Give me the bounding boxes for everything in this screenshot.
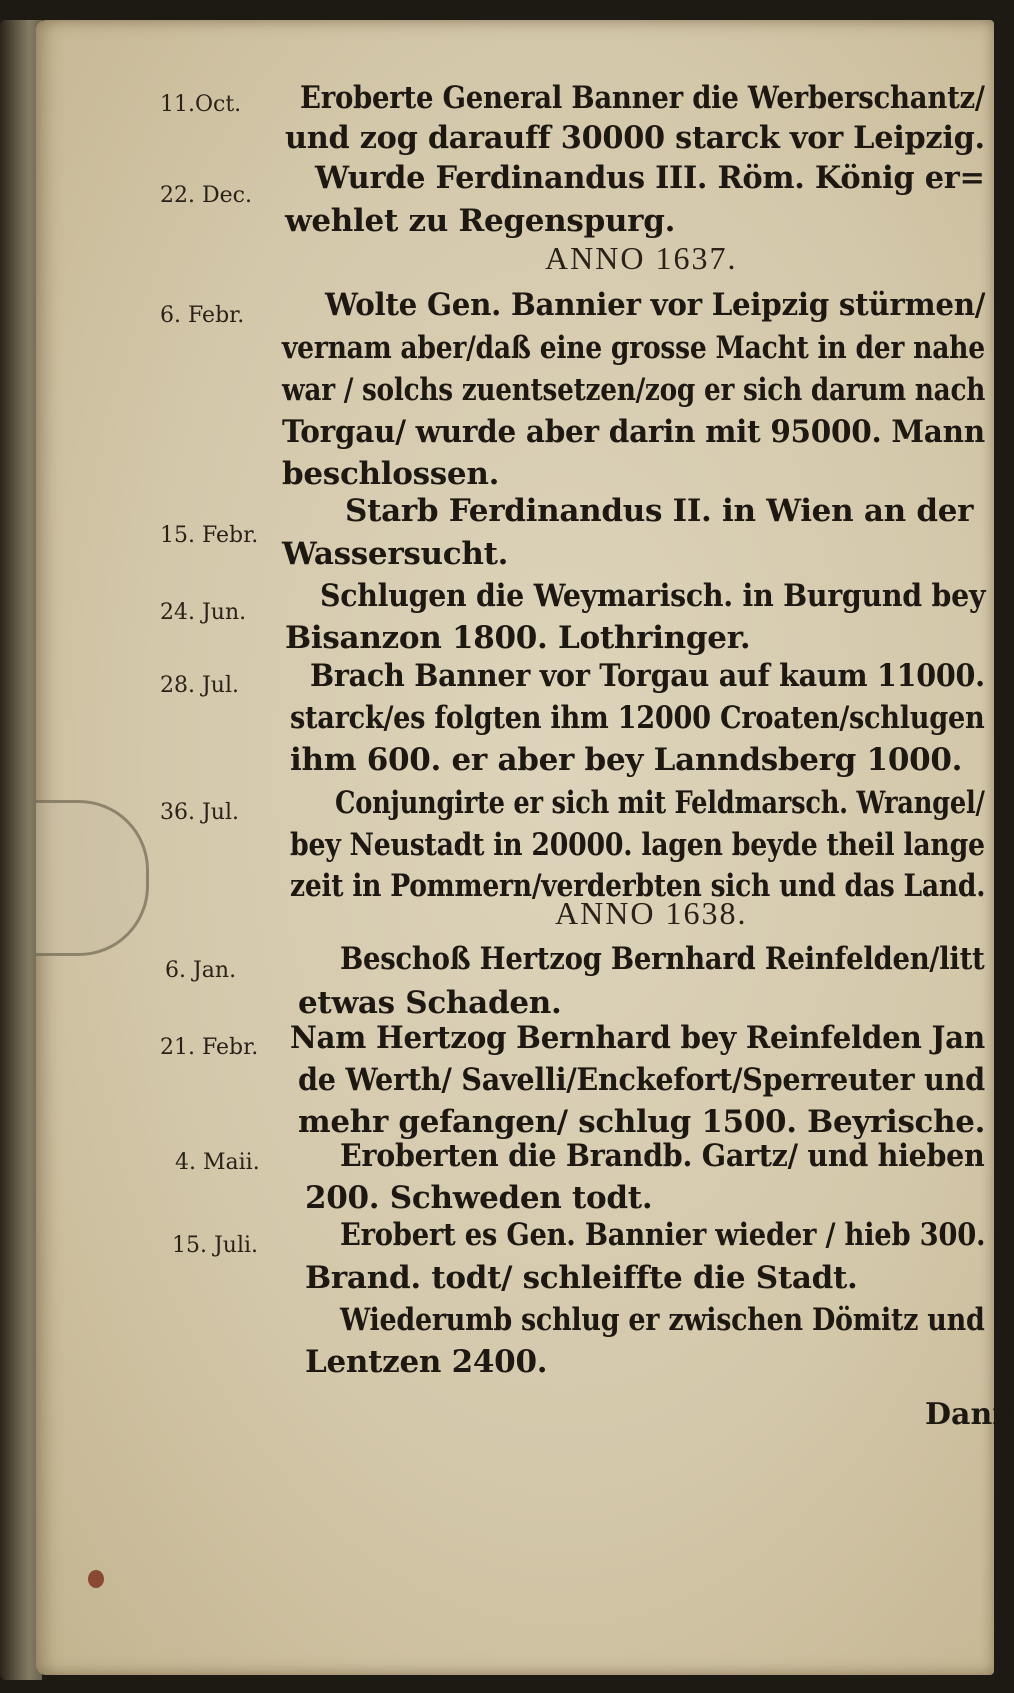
- entry-line: starck/es folgten ihm 12000 Croaten/schlugen: [290, 700, 985, 736]
- entry-line: Torgau/ wurde aber darin mit 95000. Mann: [282, 414, 985, 450]
- entry-date: 15. Juli.: [172, 1233, 259, 1258]
- entry-line: beschlossen.: [282, 456, 500, 492]
- entry-date: 36. Jul.: [160, 800, 239, 825]
- entry-date: 21. Febr.: [160, 1035, 259, 1060]
- entry-line: bey Neustadt in 20000. lagen beyde theil lange: [290, 827, 985, 863]
- entry-line: etwas Schaden.: [298, 985, 562, 1021]
- entry-line: 200. Schweden todt.: [305, 1180, 653, 1216]
- entry-line: Brand. todt/ schleiffte die Stadt.: [305, 1260, 858, 1296]
- year-heading: ANNO 1637.: [545, 240, 738, 276]
- paper-clip-fold: [36, 800, 149, 956]
- entry-date: 6. Jan.: [165, 958, 237, 983]
- year-heading: ANNO 1638.: [555, 895, 748, 931]
- entry-line: Nam Hertzog Bernhard bey Reinfelden Jan: [290, 1020, 985, 1056]
- entry-line: wehlet zu Regenspurg.: [285, 203, 676, 239]
- entry-line: Beschoß Hertzog Bernhard Reinfelden/litt: [340, 941, 985, 977]
- entry-line: Brach Banner vor Torgau auf kaum 11000.: [310, 658, 985, 694]
- entry-line: Erobert es Gen. Bannier wieder / hieb 300.: [340, 1217, 986, 1253]
- entry-date: 22. Dec.: [160, 183, 252, 208]
- entry-line: Eroberten die Brandb. Gartz/ und hieben: [340, 1138, 985, 1174]
- entry-line: zeit in Pommern/verderbten sich und das Land.: [290, 868, 986, 904]
- entry-line: vernam aber/daß eine grosse Macht in der nahe: [282, 330, 985, 366]
- entry-line: ihm 600. er aber bey Lanndsberg 1000.: [290, 742, 963, 778]
- entry-line: Lentzen 2400.: [305, 1344, 548, 1380]
- entry-line: Starb Ferdinandus II. in Wien an der: [345, 493, 974, 529]
- entry-line: Wiederumb schlug er zwischen Dömitz und: [340, 1302, 985, 1338]
- entry-date: 6. Febr.: [160, 303, 245, 328]
- entry-line: Schlugen die Weymarisch. in Burgund bey: [320, 578, 986, 614]
- entry-date: 28. Jul.: [160, 673, 239, 698]
- entry-line: Eroberte General Banner die Werberschantz/: [300, 80, 985, 116]
- entry-date: 11.Oct.: [160, 92, 242, 117]
- entry-line: Conjungirte er sich mit Feldmarsch. Wrangel/: [335, 785, 985, 821]
- entry-date: 24. Jun.: [160, 600, 247, 625]
- entry-line: Wurde Ferdinandus III. Röm. König er=: [315, 160, 985, 196]
- entry-line: de Werth/ Savelli/Enckefort/Sperreuter und: [298, 1062, 985, 1098]
- entry-line: Wolte Gen. Bannier vor Leipzig stürmen/: [325, 287, 986, 323]
- ink-stain: [88, 1570, 104, 1588]
- entry-date: 15. Febr.: [160, 523, 259, 548]
- entry-date: 4. Maii.: [175, 1150, 260, 1175]
- entry-line: war / solchs zuentsetzen/zog er sich darum nach: [282, 372, 986, 408]
- entry-line: mehr gefangen/ schlug 1500. Beyrische.: [298, 1104, 986, 1140]
- catchword: Dann: [925, 1397, 1014, 1432]
- entry-line: Bisanzon 1800. Lothringer.: [285, 620, 751, 656]
- entry-line: und zog darauff 30000 starck vor Leipzig.: [285, 120, 985, 156]
- entry-line: Wassersucht.: [282, 536, 509, 572]
